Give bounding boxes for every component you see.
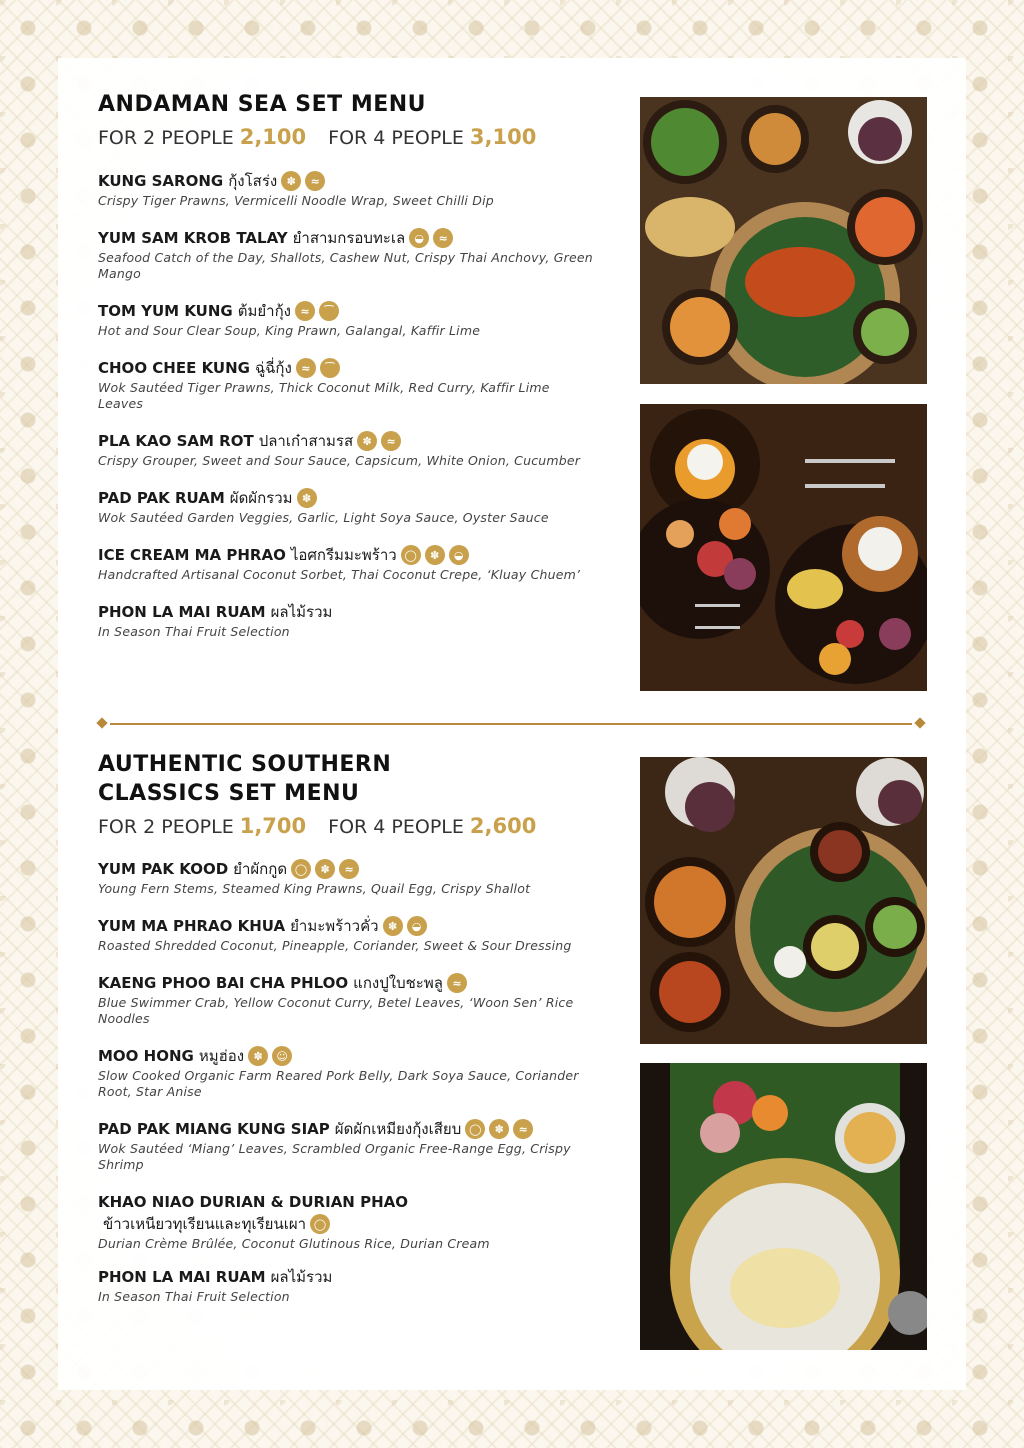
menu-item-thai: ยำสามกรอบทะเล: [292, 229, 406, 247]
menu-item-thai: ต้มยำกุ้ง: [237, 302, 291, 320]
menu-item: [98, 858, 598, 897]
menu-item: [98, 170, 598, 209]
shrimp-icon: ≈: [433, 228, 453, 248]
pig-icon: ☺: [272, 1046, 292, 1066]
menu-item-description: In Season Thai Fruit Selection: [98, 1289, 290, 1304]
egg-icon: ◯: [310, 1214, 330, 1234]
price-4-label: FOR 4 PEOPLE: [328, 127, 464, 149]
menu-item-description: Handcrafted Artisanal Coconut Sorbet, Thai Coconut Crepe, ‘Kluay Chuem’: [98, 567, 581, 582]
price-4-label: FOR 4 PEOPLE: [328, 816, 464, 838]
menu-item-thai: ยำผักกูด: [233, 860, 288, 878]
menu-item-description: Young Fern Stems, Steamed King Prawns, Quail Egg, Crispy Shallot: [98, 881, 531, 896]
menu-item-description: Blue Swimmer Crab, Yellow Coconut Curry, Betel Leaves, ‘Woon Sen’ Rice Noodles: [98, 995, 574, 1026]
shrimp-icon: ≈: [295, 301, 315, 321]
photo-andaman-set-dishes: [640, 97, 927, 384]
chili-icon: ⁀: [319, 301, 339, 321]
section2-title-line2: CLASSICS SET MENU: [98, 781, 360, 806]
wheat-icon: ✽: [281, 171, 301, 191]
menu-item-thai: ผัดผักเหมียงกุ้งเสียบ: [334, 1120, 462, 1138]
menu-item-name: [98, 300, 598, 322]
wheat-icon: ✽: [357, 431, 377, 451]
price-4-amount: 2,600: [469, 814, 537, 838]
menu-item: [98, 227, 598, 282]
menu-item-english: PHON LA MAI RUAM: [98, 603, 266, 621]
egg-icon: ◯: [465, 1119, 485, 1139]
menu-item-english: YUM MA PHRAO KHUA: [98, 917, 286, 935]
menu-item-english: TOM YUM KUNG: [98, 302, 233, 320]
price-4-amount: 3,100: [469, 125, 537, 149]
menu-item-english: CHOO CHEE KUNG: [98, 359, 250, 377]
menu-item-thai: หมูฮ่อง: [198, 1047, 245, 1065]
menu-item-name: [98, 170, 598, 192]
wheat-icon: ✽: [315, 859, 335, 879]
section2-title-line1: AUTHENTIC SOUTHERN: [98, 752, 392, 777]
menu-item: [98, 1045, 598, 1100]
menu-item-description: Roasted Shredded Coconut, Pineapple, Coriander, Sweet & Sour Dressing: [98, 938, 572, 953]
shrimp-icon: ≈: [447, 973, 467, 993]
chili-icon: ⁀: [320, 358, 340, 378]
menu-item: [98, 1266, 598, 1305]
menu-item-name: [98, 430, 598, 452]
menu-item-thai: ผัดผักรวม: [229, 489, 293, 507]
menu-item-english: KAENG PHOO BAI CHA PHLOO: [98, 974, 349, 992]
menu-item-name: [98, 972, 598, 994]
menu-item: [98, 430, 598, 469]
menu-item-english: PAD PAK MIANG KUNG SIAP: [98, 1120, 330, 1138]
section1-items: [98, 170, 598, 654]
nut-icon: ◒: [409, 228, 429, 248]
menu-item: [98, 1191, 598, 1252]
menu-item-thai: ปลาเก๋าสามรส: [258, 432, 354, 450]
menu-item: [98, 300, 598, 339]
menu-item: [98, 544, 598, 583]
section2-items: [98, 858, 598, 1319]
menu-item-description: Crispy Tiger Prawns, Vermicelli Noodle Wrap, Sweet Chilli Dip: [98, 193, 494, 208]
menu-item: [98, 601, 598, 640]
photo-southern-set-dishes: [640, 757, 927, 1044]
menu-item-description: Hot and Sour Clear Soup, King Prawn, Galangal, Kaffir Lime: [98, 323, 481, 338]
menu-item: [98, 972, 598, 1027]
menu-item-description: Crispy Grouper, Sweet and Sour Sauce, Capsicum, White Onion, Cucumber: [98, 453, 581, 468]
menu-item-name: [98, 357, 598, 379]
shrimp-icon: ≈: [339, 859, 359, 879]
menu-item-thai: ไอศกรีมมะพร้าว: [290, 546, 397, 564]
menu-item-thai: ผลไม้รวม: [270, 603, 333, 621]
menu-item-english: ICE CREAM MA PHRAO: [98, 546, 286, 564]
menu-item-thai: ผลไม้รวม: [270, 1268, 333, 1286]
menu-item: [98, 915, 598, 954]
menu-item-name: [98, 544, 598, 566]
menu-item-description: In Season Thai Fruit Selection: [98, 624, 290, 639]
wheat-icon: ✽: [248, 1046, 268, 1066]
wheat-icon: ✽: [489, 1119, 509, 1139]
menu-item-english: YUM SAM KROB TALAY: [98, 229, 288, 247]
menu-item-description: Wok Sautéed ‘Miang’ Leaves, Scrambled Organic Free-Range Egg, Crispy Shrimp: [98, 1141, 571, 1172]
photo-andaman-desserts: [640, 404, 927, 691]
menu-item-name: [98, 858, 598, 880]
price-2-amount: 2,100: [239, 125, 307, 149]
menu-item-english: PLA KAO SAM ROT: [98, 432, 254, 450]
menu-item-thai: กุ้งโสร่ง: [228, 172, 278, 190]
nut-icon: ◒: [407, 916, 427, 936]
shrimp-icon: ≈: [296, 358, 316, 378]
menu-item-name: [98, 601, 598, 623]
menu-item-description: Wok Sautéed Tiger Prawns, Thick Coconut Milk, Red Curry, Kaffir Lime Leaves: [98, 380, 550, 411]
menu-item-name: [98, 487, 598, 509]
nut-icon: ◒: [449, 545, 469, 565]
menu-item-english: MOO HONG: [98, 1047, 194, 1065]
price-2-label: FOR 2 PEOPLE: [98, 127, 234, 149]
menu-item: [98, 1118, 598, 1173]
menu-item-description: Seafood Catch of the Day, Shallots, Cashew Nut, Crispy Thai Anchovy, Green Mango: [98, 250, 593, 281]
price-2-label: FOR 2 PEOPLE: [98, 816, 234, 838]
shrimp-icon: ≈: [305, 171, 325, 191]
menu-item-description: Wok Sautéed Garden Veggies, Garlic, Light Soya Sauce, Oyster Sauce: [98, 510, 549, 525]
section-divider: [96, 721, 926, 727]
menu-item: [98, 357, 598, 412]
menu-item-english: YUM PAK KOOD: [98, 860, 229, 878]
price-2-amount: 1,700: [239, 814, 307, 838]
menu-item-english: PAD PAK RUAM: [98, 489, 225, 507]
menu-item-thai: แกงปูใบชะพลู: [353, 974, 443, 992]
menu-item: [98, 487, 598, 526]
egg-icon: ◯: [291, 859, 311, 879]
menu-item-description: Durian Crème Brûlée, Coconut Glutinous Rice, Durian Cream: [98, 1236, 490, 1251]
menu-item-description: Slow Cooked Organic Farm Reared Pork Belly, Dark Soya Sauce, Coriander Root, Star Anise: [98, 1068, 579, 1099]
section1-title: ANDAMAN SEA SET MENU: [98, 92, 427, 117]
menu-item-name: [98, 227, 598, 249]
shrimp-icon: ≈: [381, 431, 401, 451]
wheat-icon: ✽: [425, 545, 445, 565]
menu-item-thai: ฉู่ฉี่กุ้ง: [254, 359, 292, 377]
menu-item-english: KUNG SARONG: [98, 172, 224, 190]
menu-item-english: PHON LA MAI RUAM: [98, 1268, 266, 1286]
photo-southern-desserts: [640, 1063, 927, 1350]
wheat-icon: ✽: [297, 488, 317, 508]
menu-item-name: [98, 1191, 598, 1235]
egg-icon: ◯: [401, 545, 421, 565]
section2-prices: [98, 814, 558, 838]
menu-item-name: [98, 1118, 598, 1140]
menu-item-name: [98, 1045, 598, 1067]
wheat-icon: ✽: [383, 916, 403, 936]
menu-item-english: KHAO NIAO DURIAN & DURIAN PHAO: [98, 1193, 408, 1211]
section1-prices: [98, 125, 558, 149]
menu-item-name: [98, 1266, 598, 1288]
menu-item-thai: ข้าวเหนียวทุเรียนและทุเรียนเผา: [103, 1215, 307, 1233]
menu-item-thai: ยำมะพร้าวคั่ว: [290, 917, 379, 935]
shrimp-icon: ≈: [513, 1119, 533, 1139]
menu-item-name: [98, 915, 598, 937]
